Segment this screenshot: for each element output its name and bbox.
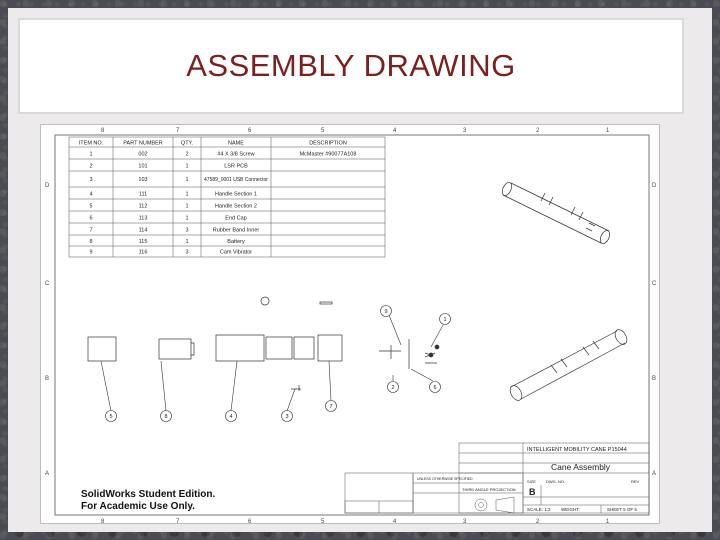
title-block (345, 443, 649, 513)
bom-cell: 1 (185, 191, 189, 198)
zone-right-0: D (652, 183, 657, 189)
bom-cell: 2 (185, 151, 189, 158)
engineering-drawing (40, 124, 660, 524)
balloon-label: 1 (443, 317, 447, 323)
title-block-text (417, 447, 640, 512)
bom-headers (79, 141, 347, 147)
drawing-canvas (41, 125, 661, 525)
bom-cell: McMaster #90077A108 (299, 151, 357, 158)
balloon-label: 6 (433, 385, 437, 391)
bom-header-qty: QTY. (180, 140, 194, 147)
bom-cell: 2 (89, 163, 93, 170)
tb-scale: SCALE: 1:2 (527, 507, 551, 512)
bom-cell: 7 (89, 227, 93, 234)
zone-left-2: B (45, 376, 50, 382)
zone-left-0: D (45, 183, 50, 189)
detail-views (379, 339, 439, 369)
bom-cell: 111 (138, 191, 148, 198)
bom-cell: 47589_0001 USB Connector (204, 177, 268, 183)
tb-name: Cane Assembly (551, 462, 611, 472)
zone-top-1: 7 (176, 128, 180, 134)
bom-cell: 3 (185, 249, 189, 256)
tb-size: B (529, 487, 536, 497)
bom-cell: Battery (227, 239, 245, 245)
zone-left-1: C (45, 281, 50, 287)
zone-markers-top (101, 128, 610, 134)
zone-right-2: B (652, 376, 657, 382)
tb-sheet: SHEET 5 OF 5 (607, 507, 637, 512)
zone-bottom-5: 3 (463, 519, 467, 525)
zone-bottom-4: 4 (393, 519, 397, 525)
bom-cell: #4 X 3/8 Screw (217, 151, 255, 158)
zone-top-2: 6 (248, 128, 252, 134)
zone-top-7: 1 (606, 128, 610, 134)
bom-cell: 6 (89, 215, 93, 222)
bom-cell: End Cap (225, 215, 247, 222)
bom-cell: 103 (138, 177, 148, 183)
zone-bottom-3: 5 (321, 519, 325, 525)
balloon-label: 4 (229, 414, 233, 420)
isometric-view-top (500, 181, 611, 245)
bom-header-name: NAME (228, 140, 244, 147)
zone-markers-side (45, 183, 657, 477)
zone-top-4: 4 (393, 128, 397, 134)
tb-dwg-label: DWG. NO. (546, 479, 566, 484)
bom-header-item: ITEM NO. (78, 140, 104, 147)
zone-markers-bottom (101, 519, 610, 525)
bom-cell: 1 (89, 151, 93, 158)
bom-cell: Handle Section 1 (215, 191, 257, 198)
bom-cell: 1 (185, 163, 189, 170)
bom-cell: 002 (138, 151, 148, 158)
bom-cell: 1 (185, 239, 189, 245)
student-watermark (81, 489, 215, 512)
bom-cell: LSR PCB (224, 163, 248, 170)
tb-projection: THIRD ANGLE PROJECTION (462, 487, 516, 492)
item-balloons (106, 306, 451, 422)
bom-cell: Handle Section 2 (215, 203, 257, 210)
zone-bottom-6: 2 (536, 519, 540, 525)
tb-size-label: SIZE (527, 479, 536, 484)
tb-rev-label: REV (631, 479, 640, 484)
zone-bottom-2: 6 (248, 519, 252, 525)
zone-top-0: 8 (101, 128, 105, 134)
zone-top-3: 5 (321, 128, 325, 134)
zone-bottom-1: 7 (176, 519, 180, 525)
tb-notes: UNLESS OTHERWISE SPECIFIED (417, 477, 473, 481)
tb-org: INTELLIGENT MOBILITY CANE P15044 (527, 447, 627, 453)
bom-cell: 113 (138, 215, 148, 222)
bom-cell: Cam Vibrator (219, 249, 253, 256)
zone-top-5: 3 (463, 128, 467, 134)
title-box (18, 18, 684, 114)
zone-top-6: 2 (536, 128, 540, 134)
zone-left-3: A (45, 471, 50, 477)
balloon-label: 7 (329, 404, 333, 410)
tb-weight: WEIGHT: (561, 507, 580, 512)
balloon-label: 5 (109, 414, 113, 420)
zone-bottom-0: 8 (101, 519, 105, 525)
zone-right-1: C (652, 281, 657, 287)
balloon-label: 9 (384, 309, 388, 315)
balloon-label: 8 (164, 414, 168, 420)
watermark-line2: For Academic Use Only. (81, 501, 195, 512)
bom-cell: 116 (138, 249, 148, 256)
bom-cell: 8 (89, 239, 93, 245)
bom-cell: 3 (185, 227, 189, 234)
bom-cell: 1 (185, 177, 189, 183)
exploded-parts (88, 297, 342, 391)
bom-cell: 1 (185, 215, 189, 222)
bom-cell: 5 (89, 203, 93, 210)
leader-lines (101, 315, 443, 411)
bom-cell: 4 (89, 191, 93, 198)
bom-cell: 115 (138, 239, 148, 245)
bom-header-description: DESCRIPTION (309, 140, 347, 147)
zone-bottom-7: 1 (606, 519, 610, 525)
bom-cell: 114 (138, 227, 148, 234)
bom-cell: 9 (89, 249, 93, 256)
bom-cell: 1 (185, 203, 189, 210)
bom-cell: 101 (138, 163, 148, 170)
bom-cell: Rubber Band Inner (212, 227, 260, 234)
bom-cell: 3 (89, 177, 93, 183)
balloon-label: 3 (285, 414, 289, 420)
bom-header-part: PART NUMBER (123, 140, 163, 147)
balloon-label: 2 (391, 385, 395, 391)
slide-title: ASSEMBLY DRAWING (186, 48, 516, 83)
watermark-line1: SolidWorks Student Edition. (81, 489, 216, 500)
bom-rows (89, 152, 356, 256)
isometric-view-bottom (508, 328, 630, 403)
bom-cell: 112 (138, 203, 148, 210)
zone-right-3: A (652, 471, 657, 477)
